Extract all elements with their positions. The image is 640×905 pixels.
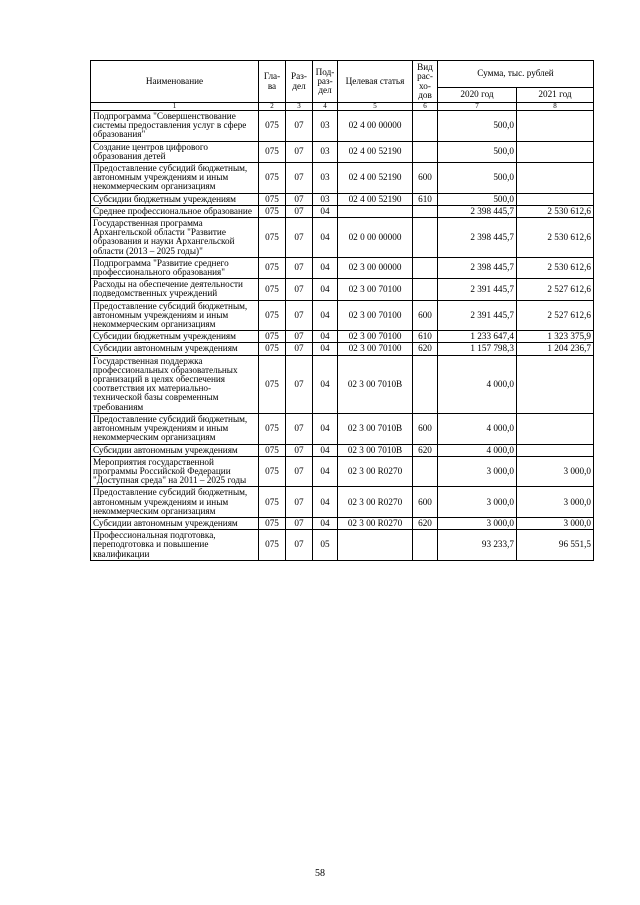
cell-2020: 4 000,0 [438, 355, 517, 413]
cell-statya: 02 3 00 70100 [338, 343, 413, 355]
cell-2020: 2 391 445,7 [438, 279, 517, 300]
cell-razdel: 07 [286, 444, 313, 456]
cell-razdel: 07 [286, 163, 313, 194]
cell-name: Предоставление субсидий бюджетным, автономным учреждениям и иным некоммерческим организациям [91, 163, 259, 194]
cell-2020: 93 233,7 [438, 530, 517, 561]
cell-razdel: 07 [286, 530, 313, 561]
header-year-2021: 2021 год [517, 88, 594, 103]
header-statya: Целевая статья [338, 61, 413, 103]
cell-2020: 3 000,0 [438, 456, 517, 487]
cell-podrazdel: 04 [313, 487, 338, 518]
cell-2020: 3 000,0 [438, 517, 517, 529]
cell-vid [413, 456, 438, 487]
cell-podrazdel: 04 [313, 517, 338, 529]
cell-2020: 500,0 [438, 111, 517, 142]
cell-statya: 02 3 00 R0270 [338, 517, 413, 529]
cell-name: Субсидии бюджетным учреждениям [91, 331, 259, 343]
cell-statya: 02 3 00 70100 [338, 279, 413, 300]
table-row [91, 444, 594, 456]
cell-statya: 02 4 00 52190 [338, 163, 413, 194]
table-row [91, 218, 594, 258]
cell-glava: 075 [259, 111, 286, 142]
column-number-row [91, 103, 594, 111]
cell-podrazdel: 04 [313, 300, 338, 331]
cell-vid [413, 141, 438, 162]
table-row [91, 343, 594, 355]
cell-2021 [517, 193, 594, 205]
cell-2021: 96 551,5 [517, 530, 594, 561]
cell-razdel: 07 [286, 193, 313, 205]
cell-2021: 3 000,0 [517, 517, 594, 529]
cell-podrazdel: 03 [313, 193, 338, 205]
cell-vid [413, 355, 438, 413]
cell-name: Субсидии автономным учреждениям [91, 343, 259, 355]
cell-glava: 075 [259, 300, 286, 331]
cell-2021 [517, 141, 594, 162]
cell-vid: 600 [413, 163, 438, 194]
cell-podrazdel: 04 [313, 331, 338, 343]
cell-2021: 2 530 612,6 [517, 218, 594, 258]
cell-statya: 02 4 00 52190 [338, 141, 413, 162]
cell-podrazdel: 04 [313, 205, 338, 217]
cell-name: Субсидии автономным учреждениям [91, 517, 259, 529]
cell-vid: 620 [413, 444, 438, 456]
cell-2021 [517, 413, 594, 444]
header-podrazdel: Под-раз-дел [313, 61, 338, 103]
cell-statya: 02 0 00 00000 [338, 218, 413, 258]
cell-razdel: 07 [286, 355, 313, 413]
column-number: 7 [438, 103, 517, 111]
cell-name: Государственная поддержка профессиональных образовательных организаций в целях обеспечения соответствия их материально-технической базы современным требованиям [91, 355, 259, 413]
table-row [91, 111, 594, 142]
cell-2020: 4 000,0 [438, 413, 517, 444]
cell-glava: 075 [259, 331, 286, 343]
cell-name: Подпрограмма "Развитие среднего профессионального образования" [91, 257, 259, 278]
cell-2020: 2 398 445,7 [438, 218, 517, 258]
table-row [91, 279, 594, 300]
cell-2021: 2 527 612,6 [517, 279, 594, 300]
column-number: 4 [313, 103, 338, 111]
cell-glava: 075 [259, 205, 286, 217]
cell-statya: 02 3 00 7010В [338, 355, 413, 413]
cell-podrazdel: 04 [313, 257, 338, 278]
cell-2021: 2 530 612,6 [517, 205, 594, 217]
cell-razdel: 07 [286, 456, 313, 487]
cell-podrazdel: 04 [313, 413, 338, 444]
cell-razdel: 07 [286, 413, 313, 444]
table-row [91, 300, 594, 331]
cell-glava: 075 [259, 193, 286, 205]
cell-name: Мероприятия государственной программы Российской Федерации "Доступная среда" на 2011 – 2025 годы [91, 456, 259, 487]
cell-vid [413, 218, 438, 258]
cell-vid: 600 [413, 413, 438, 444]
cell-2021: 2 530 612,6 [517, 257, 594, 278]
cell-podrazdel: 03 [313, 141, 338, 162]
table-row [91, 205, 594, 217]
cell-name: Субсидии бюджетным учреждениям [91, 193, 259, 205]
cell-podrazdel: 04 [313, 279, 338, 300]
column-number: 2 [259, 103, 286, 111]
cell-razdel: 07 [286, 343, 313, 355]
cell-vid: 620 [413, 343, 438, 355]
cell-glava: 075 [259, 141, 286, 162]
table-row [91, 530, 594, 561]
cell-2021 [517, 163, 594, 194]
cell-2020: 1 233 647,4 [438, 331, 517, 343]
cell-podrazdel: 03 [313, 163, 338, 194]
table-body [91, 111, 594, 561]
cell-razdel: 07 [286, 331, 313, 343]
cell-razdel: 07 [286, 218, 313, 258]
cell-glava: 075 [259, 163, 286, 194]
table-row [91, 141, 594, 162]
column-number: 5 [338, 103, 413, 111]
cell-glava: 075 [259, 413, 286, 444]
cell-statya: 02 3 00 00000 [338, 257, 413, 278]
cell-name: Предоставление субсидий бюджетным, автономным учреждениям и иным некоммерческим организациям [91, 413, 259, 444]
cell-glava: 075 [259, 456, 286, 487]
cell-statya: 02 3 00 70100 [338, 300, 413, 331]
table-row [91, 487, 594, 518]
cell-2021 [517, 355, 594, 413]
cell-statya: 02 3 00 7010В [338, 413, 413, 444]
cell-razdel: 07 [286, 300, 313, 331]
cell-name: Расходы на обеспечение деятельности подведомственных учреждений [91, 279, 259, 300]
cell-glava: 075 [259, 279, 286, 300]
cell-2021: 1 204 236,7 [517, 343, 594, 355]
cell-glava: 075 [259, 530, 286, 561]
cell-podrazdel: 04 [313, 218, 338, 258]
cell-2020: 500,0 [438, 141, 517, 162]
header-razdel: Раз-дел [286, 61, 313, 103]
cell-vid: 600 [413, 487, 438, 518]
cell-glava: 075 [259, 218, 286, 258]
cell-glava: 075 [259, 257, 286, 278]
cell-2020: 2 398 445,7 [438, 205, 517, 217]
cell-podrazdel: 04 [313, 444, 338, 456]
cell-vid [413, 111, 438, 142]
cell-name: Субсидии автономным учреждениям [91, 444, 259, 456]
cell-name: Среднее профессиональное образование [91, 205, 259, 217]
cell-podrazdel: 04 [313, 343, 338, 355]
table-row [91, 163, 594, 194]
cell-statya [338, 205, 413, 217]
cell-vid: 610 [413, 331, 438, 343]
cell-2020: 4 000,0 [438, 444, 517, 456]
table-row [91, 456, 594, 487]
cell-vid [413, 279, 438, 300]
cell-vid [413, 205, 438, 217]
cell-2021 [517, 111, 594, 142]
cell-2020: 2 398 445,7 [438, 257, 517, 278]
cell-podrazdel: 04 [313, 355, 338, 413]
cell-name: Предоставление субсидий бюджетным, автономным учреждениям и иным некоммерческим организациям [91, 300, 259, 331]
table-row [91, 193, 594, 205]
header-glava: Гла-ва [259, 61, 286, 103]
column-number: 1 [91, 103, 259, 111]
cell-glava: 075 [259, 487, 286, 518]
cell-2021 [517, 444, 594, 456]
cell-vid: 610 [413, 193, 438, 205]
column-number: 3 [286, 103, 313, 111]
cell-vid: 620 [413, 517, 438, 529]
cell-name: Государственная программа Архангельской области "Развитие образования и науки Архангельской области (2013 – 2025 годы)" [91, 218, 259, 258]
column-number: 6 [413, 103, 438, 111]
cell-glava: 075 [259, 355, 286, 413]
cell-podrazdel: 05 [313, 530, 338, 561]
cell-statya: 02 3 00 R0270 [338, 456, 413, 487]
cell-vid: 600 [413, 300, 438, 331]
cell-razdel: 07 [286, 517, 313, 529]
cell-2021: 3 000,0 [517, 487, 594, 518]
cell-glava: 075 [259, 517, 286, 529]
table-row [91, 331, 594, 343]
cell-statya [338, 530, 413, 561]
cell-2021: 2 527 612,6 [517, 300, 594, 331]
cell-2021: 3 000,0 [517, 456, 594, 487]
cell-podrazdel: 03 [313, 111, 338, 142]
cell-statya: 02 4 00 52190 [338, 193, 413, 205]
header-name: Наименование [91, 61, 259, 103]
cell-glava: 075 [259, 444, 286, 456]
cell-name: Профессиональная подготовка, переподготовка и повышение квалификации [91, 530, 259, 561]
column-number: 8 [517, 103, 594, 111]
page-number: 58 [315, 868, 325, 879]
cell-2020: 500,0 [438, 163, 517, 194]
cell-name: Предоставление субсидий бюджетным, автономным учреждениям и иным некоммерческим организациям [91, 487, 259, 518]
cell-statya: 02 3 00 R0270 [338, 487, 413, 518]
cell-vid [413, 257, 438, 278]
table-row [91, 413, 594, 444]
table-row [91, 517, 594, 529]
cell-podrazdel: 04 [313, 456, 338, 487]
header-year-2020: 2020 год [438, 88, 517, 103]
cell-2021: 1 323 375,9 [517, 331, 594, 343]
cell-2020: 1 157 798,3 [438, 343, 517, 355]
table-row [91, 257, 594, 278]
cell-name: Создание центров цифрового образования детей [91, 141, 259, 162]
table-row [91, 355, 594, 413]
cell-razdel: 07 [286, 141, 313, 162]
budget-table [90, 60, 594, 561]
cell-2020: 3 000,0 [438, 487, 517, 518]
cell-razdel: 07 [286, 205, 313, 217]
cell-razdel: 07 [286, 487, 313, 518]
header-summa: Сумма, тыс. рублей [438, 61, 594, 88]
cell-2020: 500,0 [438, 193, 517, 205]
cell-statya: 02 3 00 7010В [338, 444, 413, 456]
cell-razdel: 07 [286, 111, 313, 142]
cell-statya: 02 4 00 00000 [338, 111, 413, 142]
cell-razdel: 07 [286, 257, 313, 278]
cell-vid [413, 530, 438, 561]
header-vid: Вид рас-хо-дов [413, 61, 438, 103]
cell-statya: 02 3 00 70100 [338, 331, 413, 343]
cell-glava: 075 [259, 343, 286, 355]
cell-2020: 2 391 445,7 [438, 300, 517, 331]
cell-razdel: 07 [286, 279, 313, 300]
cell-name: Подпрограмма "Совершенствование системы предоставления услуг в сфере образования" [91, 111, 259, 142]
